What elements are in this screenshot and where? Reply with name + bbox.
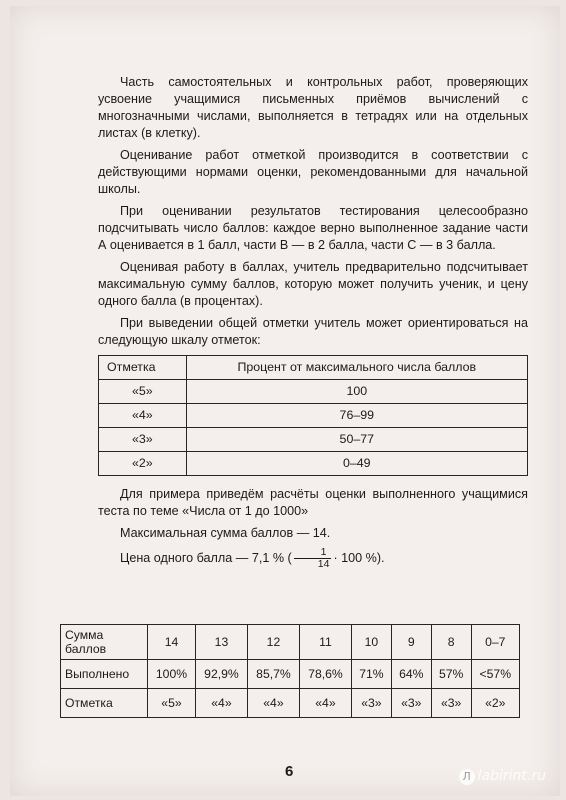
paragraph-1: Часть самостоятельных и контрольных работ, проверяющих усвоение учащимися письменных приёмов вычислений с многозначными числами, выполняется в тетрадях или на отдельных листах (в клетку). (98, 75, 528, 140)
fraction-denominator: 14 (317, 558, 330, 570)
labirint-logo-icon: Л (459, 769, 475, 785)
done-cell: 92,9% (195, 660, 247, 689)
percent-cell: 76–99 (186, 404, 527, 428)
mark-cell: «3» (351, 689, 391, 718)
sum-cell: 9 (391, 625, 431, 660)
mark-cell: «4» (99, 404, 187, 428)
done-cell: 78,6% (299, 660, 351, 689)
table-row-sums (61, 625, 520, 660)
mark-cell: «3» (431, 689, 471, 718)
paragraph-3: При оценивании результатов тестирования целесообразно подсчитывать число баллов: каждое верно выполненное задание части А оценивается в 1 балл, части В — в 2 балла, части С — в 3 балла. (98, 204, 528, 252)
done-cell: 71% (351, 660, 391, 689)
paragraph-4: Оценивая работу в баллах, учитель предварительно подсчитывает максимальную сумму баллов, которую может получить ученик, и цену одного балла (в процентах). (98, 260, 528, 308)
sum-cell: 0–7 (471, 625, 519, 660)
table-row (99, 404, 528, 428)
sum-cell: 8 (431, 625, 471, 660)
sum-cell: 12 (247, 625, 299, 660)
percent-cell: 50–77 (186, 428, 527, 452)
done-cell: 64% (391, 660, 431, 689)
mark-cell: «2» (99, 452, 187, 476)
percent-cell: 0–49 (186, 452, 527, 476)
watermark (459, 768, 546, 785)
done-cell: 85,7% (247, 660, 299, 689)
table-row-marks (61, 689, 520, 718)
row-label-mark: Отметка (61, 689, 148, 718)
paragraph-2: Оценивание работ отметкой производится в соответствии с действующими нормами оценки, рекомендованными для начальной школы. (98, 148, 528, 196)
header-percent: Процент от максимального числа баллов (186, 356, 527, 380)
done-cell: 100% (148, 660, 196, 689)
grade-scale-table (98, 355, 528, 476)
fraction-numerator: 1 (294, 547, 332, 559)
price-prefix: Цена одного балла — 7,1 % ( (120, 550, 292, 565)
book-page (10, 6, 560, 796)
row-label-done: Выполнено (61, 660, 148, 689)
table-header-row (99, 356, 528, 380)
sum-cell: 11 (299, 625, 351, 660)
table-row (99, 380, 528, 404)
table-row (99, 428, 528, 452)
table-row (99, 452, 528, 476)
mark-cell: «2» (471, 689, 519, 718)
watermark-text: labirint.ru (477, 768, 546, 784)
header-mark: Отметка (99, 356, 187, 380)
score-table (60, 624, 520, 718)
percent-cell: 100 (186, 380, 527, 404)
price-line (98, 547, 528, 570)
paragraph-5: При выведении общей отметки учитель может ориентироваться на следующую шкалу отметок: (98, 316, 528, 347)
sum-cell: 14 (148, 625, 196, 660)
example-intro: Для примера приведём расчёты оценки выполненного учащимися теста по теме «Числа от 1 до 1000» (98, 487, 528, 518)
mark-cell: «3» (99, 428, 187, 452)
page-number: 6 (285, 763, 294, 780)
mark-cell: «5» (148, 689, 196, 718)
page-content (98, 74, 528, 575)
max-sum-line: Максимальная сумма баллов — 14. (120, 526, 331, 540)
sum-cell: 13 (195, 625, 247, 660)
mark-cell: «3» (391, 689, 431, 718)
mark-cell: «4» (247, 689, 299, 718)
mark-cell: «4» (299, 689, 351, 718)
row-label-sum: Сумма баллов (61, 625, 148, 660)
done-cell: 57% (431, 660, 471, 689)
price-suffix: · 100 %). (333, 550, 385, 565)
done-cell: <57% (471, 660, 519, 689)
mark-cell: «5» (99, 380, 187, 404)
table-row-done (61, 660, 520, 689)
sum-cell: 10 (351, 625, 391, 660)
mark-cell: «4» (195, 689, 247, 718)
fraction (294, 547, 332, 570)
